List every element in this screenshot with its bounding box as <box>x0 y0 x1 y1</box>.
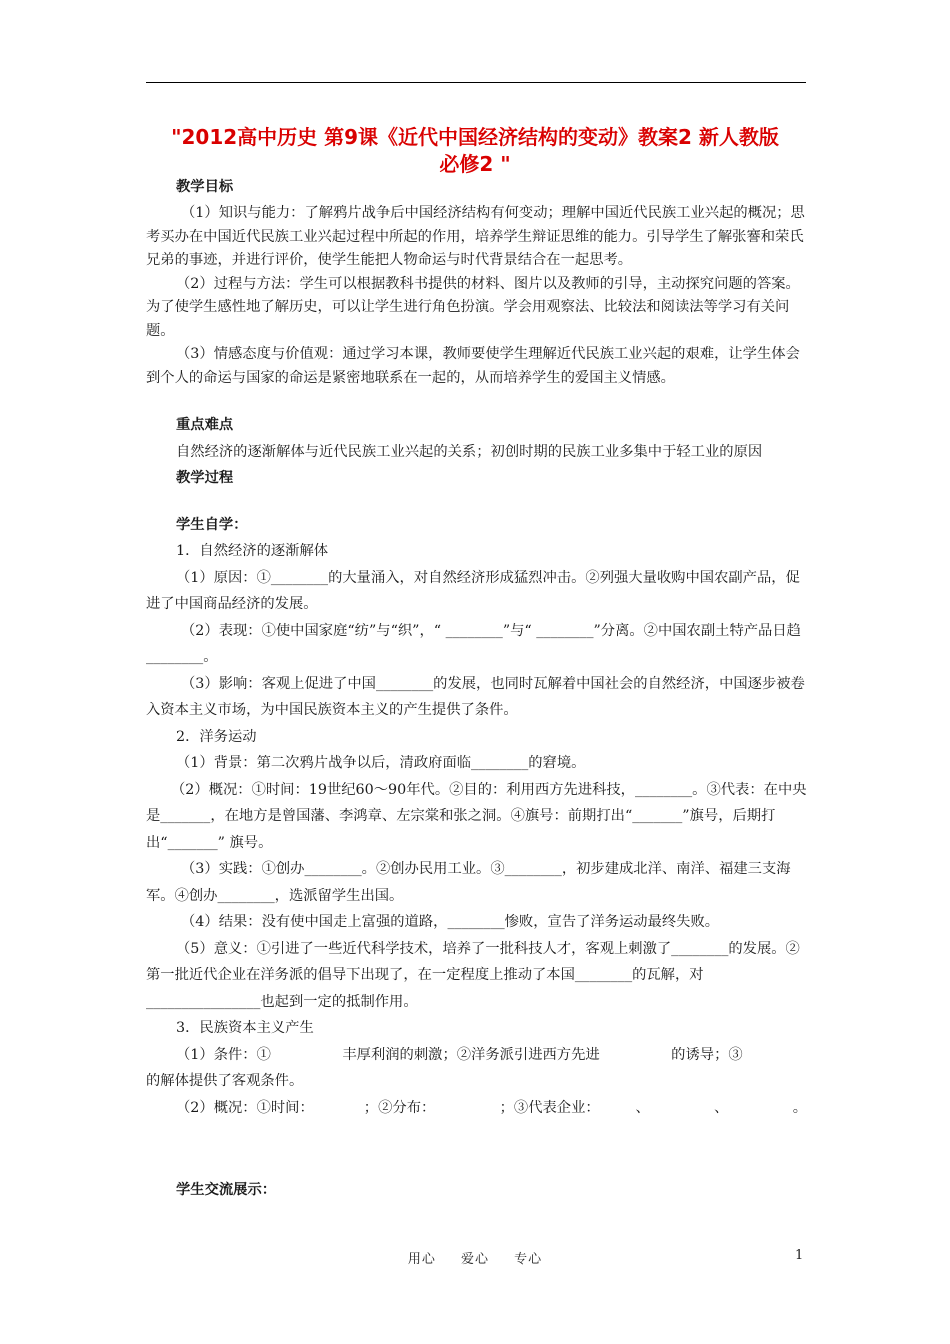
footer-word-1: 用心 <box>407 1252 436 1267</box>
section-2-overview: （2）概况：①时间：19世纪60～90年代。②目的：利用西方先进科技，________。③代表：在中央是_______，在地方是曾国藩、李鸿章、左宗棠和张之洞。④旗号：前期打出“_______”旗号，后期打出“_______” 旗号。 <box>146 781 807 851</box>
section-2-result: （4）结果：没有使中国走上富强的道路，________惨败，宣告了洋务运动最终失败。 <box>181 914 720 930</box>
page-footer <box>0 1248 950 1267</box>
section-2-practice: （3）实践：①创办________。②创办民用工业。③________，初步建成北洋、南洋、福建三支海军。④创办________，选派留学生出国。 <box>146 861 791 904</box>
section-2-background: （1）背景：第二次鸦片战争以后，清政府面临________的窘境。 <box>176 755 586 771</box>
student-exchange-heading: 学生交流展示： <box>176 1182 277 1198</box>
key-points-heading: 重点难点 <box>176 417 234 433</box>
section-1-cause: （1）原因：①________的大量涌入，对自然经济形成猛烈冲击。②列强大量收购中国农副产品，促进了中国商品经济的发展。 <box>146 569 800 612</box>
title-line-2: 必修2 " <box>439 152 511 176</box>
teaching-process-heading: 教学过程 <box>176 470 234 486</box>
teaching-goals-heading: 教学目标 <box>176 179 234 195</box>
key-points-text: 自然经济的逐渐解体与近代民族工业兴起的关系；初创时期的民族工业多集中于轻工业的原因 <box>176 443 763 460</box>
goal-knowledge: （1）知识与能力：了解鸦片战争后中国经济结构有何变动；理解中国近代民族工业兴起的概况；思考买办在中国近代民族工业兴起过程中所起的作用，培养学生辩证思维的能力。引导学生了解张謇和荣氏兄弟的事迹，并进行评价，使学生能把人物命运与时代背景结合在一起思考。 <box>146 205 805 268</box>
title-line-1: "2012高中历史 第9课《近代中国经济结构的变动》教案2 新人教版 <box>171 125 779 149</box>
footer-word-3: 专心 <box>514 1252 543 1267</box>
section-1-impact: （3）影响：客观上促进了中国________的发展，也同时瓦解着中国社会的自然经济，中国逐步被卷入资本主义市场，为中国民族资本主义的产生提供了条件。 <box>146 675 805 718</box>
header-rule <box>146 82 806 83</box>
section-3-title: 3．民族资本主义产生 <box>176 1020 314 1036</box>
document-body <box>146 176 886 1204</box>
document-title <box>120 124 830 178</box>
section-2-significance: （5）意义：①引进了一些近代科学技术，培养了一批科技人才，客观上刺激了________的发展。②第一批近代企业在洋务派的倡导下出现了，在一定程度上推动了本国________的瓦解，对________________也起到一定的抵制作用。 <box>146 940 800 1010</box>
goal-process: （2）过程与方法：学生可以根据教科书提供的材料、图片以及教师的引导，主动探究问题的答案。为了使学生感性地了解历史，可以让学生进行角色扮演。学会用观察法、比较法和阅读法等学习有关问题。 <box>146 275 800 339</box>
section-1-performance: （2）表现：①使中国家庭“纺”与“织”，“ ________”与“ ________”分离。②中国农副土特产品日趋________。 <box>146 622 801 665</box>
page-number: 1 <box>795 1248 804 1263</box>
teaching-goals-section <box>146 176 810 390</box>
section-3-conditions: （1）条件：① 丰厚利润的刺激；②洋务派引进西方先进 的诱导；③ 的解体提供了客观条件。 <box>146 1046 886 1089</box>
self-study-heading: 学生自学： <box>176 516 248 533</box>
goal-attitude: （3）情感态度与价值观：通过学习本课，教师要使学生理解近代民族工业兴起的艰难，让学生体会到个人的命运与国家的命运是紧密地联系在一起的，从而培养学生的爱国主义情感。 <box>146 346 800 386</box>
section-3-overview: （2）概况：①时间： ；②分布： ；③代表企业： 、 、 。 <box>176 1099 807 1116</box>
section-1-title: 1．自然经济的逐渐解体 <box>176 543 329 559</box>
main-content <box>146 412 886 1204</box>
section-2-title: 2．洋务运动 <box>176 728 257 745</box>
footer-word-2: 爱心 <box>460 1252 489 1267</box>
